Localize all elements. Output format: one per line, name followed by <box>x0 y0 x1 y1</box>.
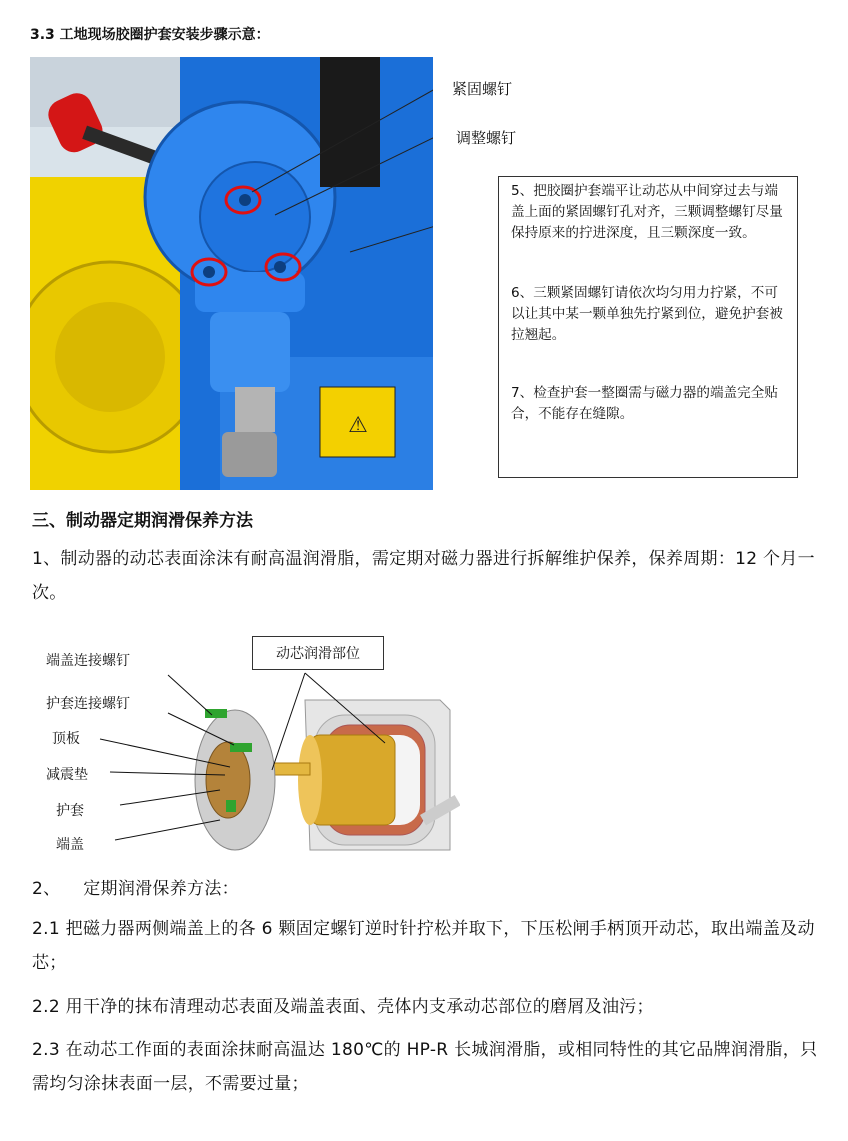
paragraph-2-2: 2.2 用干净的抹布清理动芯表面及端盖表面、壳体内支承动芯部位的磨屑及油污； <box>32 997 654 1017</box>
section-heading-3-3: 3.3 工地现场胶圈护套安装步骤示意： <box>30 27 270 43</box>
warning-sign-icon: ⚠ <box>348 413 368 438</box>
note-step-7: 7、检查护套一整圈需与磁力器的端盖完全贴合，不能存在缝隙。 <box>511 385 778 422</box>
lubrication-callout: 动芯润滑部位 <box>252 636 384 670</box>
note-step-5: 5、把胶圈护套端平让动芯从中间穿过去与端盖上面的紧固螺钉孔对齐，三颗调整螺钉尽量保持原来的拧进深度，且三颗深度一致。 <box>511 183 783 241</box>
label-end-cap: 端盖 <box>56 837 84 853</box>
note-step-6: 6、三颗紧固螺钉请依次均匀用力拧紧，不可以让其中某一颗单独先拧紧到位，避免护套被拉翘起。 <box>511 285 783 343</box>
section-title-3: 三、制动器定期润滑保养方法 <box>32 511 253 531</box>
label-damping-pad: 减震垫 <box>46 767 88 783</box>
label-sleeve-screw: 护套连接螺钉 <box>46 696 130 712</box>
label-fastening-screw: 紧固螺钉 <box>452 80 513 98</box>
label-sleeve: 护套 <box>56 803 84 819</box>
label-adjusting-screw: 调整螺钉 <box>456 129 517 147</box>
paragraph-2-1: 2.1 把磁力器两侧端盖上的各 6 颗固定螺钉逆时针拧松并取下，下压松闸手柄顶开动芯，取出端盖及动芯； <box>32 919 815 973</box>
paragraph-2-3: 2.3 在动芯工作面的表面涂抹耐高温达 180℃的 HP-R 长城润滑脂，或相同特性的其它品牌润滑脂，只需均匀涂抹表面一层，不需要过量； <box>32 1040 818 1094</box>
installation-photo <box>30 57 433 490</box>
label-endcap-screw: 端盖连接螺钉 <box>46 653 130 669</box>
installation-notes-box <box>498 176 798 478</box>
label-top-plate: 顶板 <box>52 731 80 747</box>
paragraph-2: 2、 定期润滑保养方法： <box>32 879 239 899</box>
paragraph-1: 1、制动器的动芯表面涂沫有耐高温润滑脂，需定期对磁力器进行拆解维护保养，保养周期：12 个月一次。 <box>32 549 815 603</box>
